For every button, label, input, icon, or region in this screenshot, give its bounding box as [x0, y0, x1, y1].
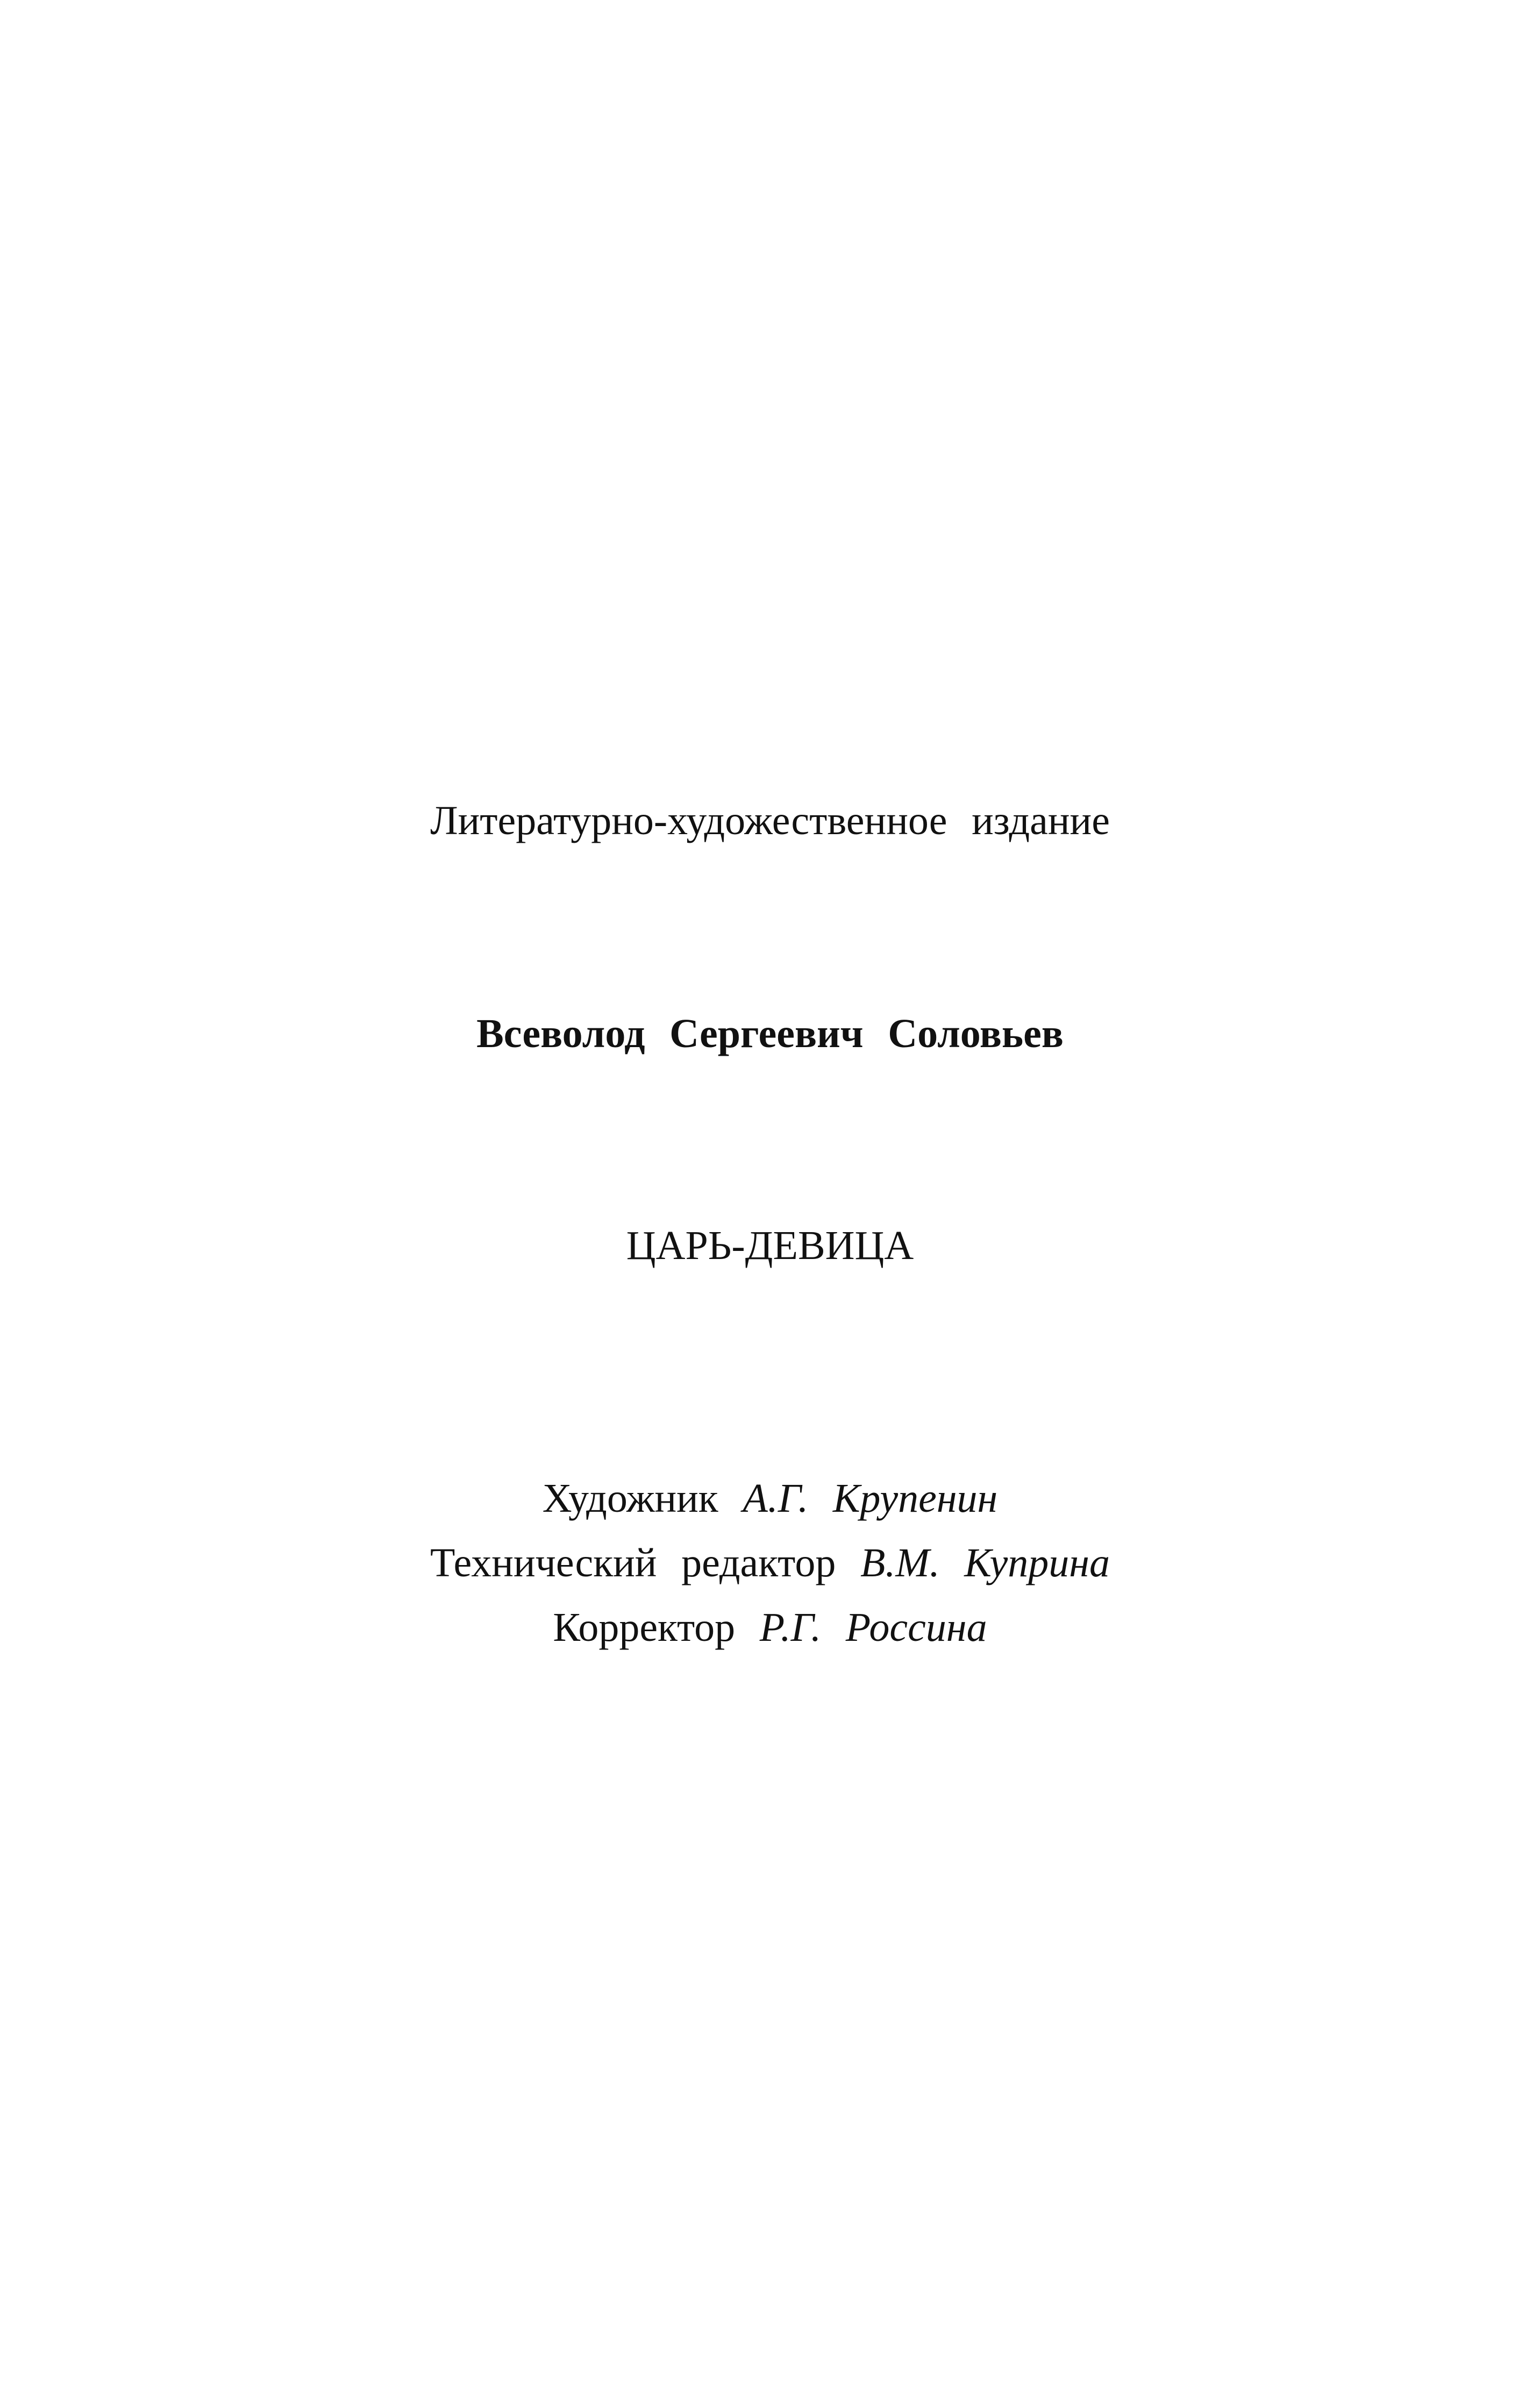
credit-role: Корректор	[553, 1605, 736, 1650]
credit-person: В.М. Куприна	[860, 1540, 1110, 1585]
credit-artist	[0, 1478, 1540, 1542]
credits	[0, 1478, 1540, 1672]
credit-role: Художник	[542, 1476, 718, 1521]
credit-person: Р.Г. Россина	[759, 1605, 987, 1650]
credit-role: Технический редактор	[430, 1540, 836, 1585]
edition-type: Литературно-художественное издание	[430, 798, 1110, 843]
book-title: ЦАРЬ-ДЕВИЦА	[626, 1223, 914, 1268]
credit-proofreader	[0, 1607, 1540, 1672]
credit-technical-editor	[0, 1542, 1540, 1607]
credit-person: А.Г. Крупенин	[743, 1476, 998, 1521]
author-name: Всеволод Сергеевич Соловьев	[476, 1011, 1064, 1056]
